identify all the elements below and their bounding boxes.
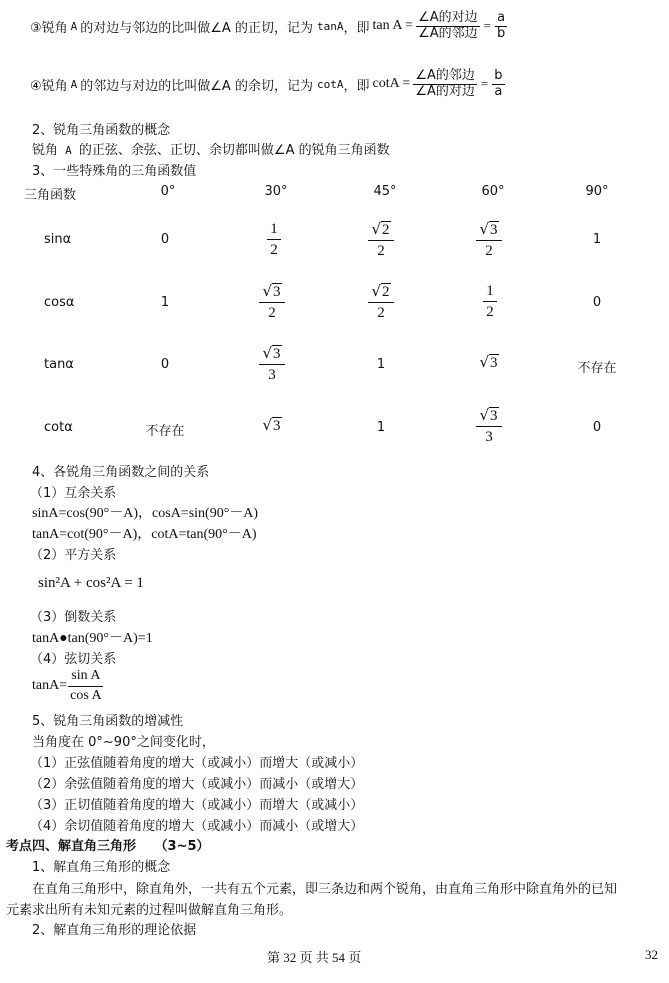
cos-45-value: $\frac{√2}{2}$: [341, 282, 421, 322]
section-3-heading: 3、一些特殊角的三角函数值: [32, 164, 197, 179]
tan-45-value: 1: [376, 357, 386, 372]
cot-60-value: $\frac{√3}{3}$: [449, 406, 529, 446]
section-2-text: 锐角 A 的正弦、余弦、正切、余切都叫做∠A 的锐角三角函数: [32, 143, 390, 158]
quotient-relation: tanA= $\frac{\text{sin A}}{\text{cos A}}$: [32, 668, 102, 703]
complement-relation-1: sinA=cos(90°－A)，cosA=sin(90°－A): [32, 506, 259, 521]
kp4-sub2: 2、解直角三角形的理论依据: [32, 923, 197, 938]
kp4-sub1: 1、解直角三角形的概念: [32, 860, 171, 875]
cot-30-value: √3: [262, 416, 281, 434]
cos-0-value: 1: [160, 295, 170, 310]
square-heading: （2）平方关系: [30, 548, 117, 563]
table-row-sin-label: sinα: [44, 232, 72, 247]
tan-60-value: √3: [479, 353, 498, 371]
table-header-45: 45°: [373, 184, 397, 199]
table-header-0: 0°: [160, 184, 176, 199]
kp4-heading: 考点四、解直角三角形 （3~5）: [6, 839, 210, 854]
cot-definition: ④锐角 A 的邻边与对边的比叫做∠A 的余切，记为 cotA ，即 cotA = $\frac{\text{∠A的邻边}}{\text{∠A的对边}}$ = $\frac{b}{a}$: [30, 67, 503, 99]
square-relation: sin²A + cos²A = 1: [38, 575, 144, 591]
table-row-cot-label: cotα: [44, 420, 73, 435]
complement-relation-2: tanA=cot(90°－A)，cotA=tan(90°－A): [32, 527, 257, 542]
kp4-para-line2: 元素求出所有未知元素的过程叫做解直角三角形。: [6, 903, 293, 918]
tan-90-value: 不存在: [577, 361, 617, 376]
tan-ab-fraction: $\frac{a}{b}$: [496, 9, 506, 41]
section-4-heading: 4、各锐角三角函数之间的关系: [32, 465, 210, 480]
table-header-func: 三角函数: [24, 188, 77, 203]
sin-0-value: 0: [160, 232, 170, 247]
sin-60-value: $\frac{√3}{2}$: [449, 220, 529, 260]
cot-90-value: 0: [592, 420, 602, 435]
cos-60-value: $\frac{1}{2}$: [450, 282, 530, 321]
table-header-90: 90°: [585, 184, 609, 199]
sin-30-value: $\frac{1}{2}$: [234, 220, 314, 259]
table-header-30: 30°: [264, 184, 288, 199]
table-header-60: 60°: [481, 184, 505, 199]
reciprocal-relation: tanA●tan(90°－A)=1: [32, 631, 153, 646]
monotonic-item-2: （2）余弦值随着角度的增大（或减小）而减小（或增大）: [30, 777, 364, 792]
table-row-tan-label: tanα: [44, 357, 74, 372]
section-5-heading: 5、锐角三角函数的增减性: [32, 714, 184, 729]
page-indicator: 第 32 页 共 54 页: [267, 950, 362, 965]
monotonic-item-3: （3）正切值随着角度的增大（或减小）而增大（或减小）: [30, 798, 364, 813]
cot-45-value: 1: [376, 420, 386, 435]
tan-30-value: $\frac{√3}{3}$: [232, 344, 312, 384]
cos-30-value: $\frac{√3}{2}$: [232, 282, 312, 322]
monotonic-item-4: （4）余切值随着角度的增大（或减小）而减小（或增大）: [30, 819, 364, 834]
table-row-cos-label: cosα: [44, 295, 75, 310]
tan-ratio-fraction: $\frac{\text{∠A的对边}}{\text{∠A的邻边}}$: [418, 9, 478, 41]
cot-ratio-fraction: $\frac{\text{∠A的邻边}}{\text{∠A的对边}}$: [415, 67, 475, 99]
sin-90-value: 1: [592, 232, 602, 247]
kp4-para-line1: 在直角三角形中，除直角外，一共有五个元素，即三条边和两个锐角，由直角三角形中除直角外的已知: [32, 882, 618, 897]
sin-45-value: $\frac{√2}{2}$: [341, 220, 421, 260]
reciprocal-heading: （3）倒数关系: [30, 610, 117, 625]
complement-heading: （1）互余关系: [30, 486, 117, 501]
page-number: 32: [645, 947, 658, 962]
section-2-heading: 2、锐角三角函数的概念: [32, 123, 171, 138]
quotient-heading: （4）弦切关系: [30, 652, 117, 667]
cot-ba-fraction: $\frac{b}{a}$: [494, 67, 503, 99]
tan-definition: ③锐角 A 的对边与邻边的比叫做∠A 的正切，记为 tanA ，即 tan A = $\frac{\text{∠A的对边}}{\text{∠A的邻边}}$ = $\frac{a}{b}$: [30, 9, 506, 41]
monotonic-item-1: （1）正弦值随着角度的增大（或减小）而增大（或减小）: [30, 756, 364, 771]
tan-0-value: 0: [160, 357, 170, 372]
cot-0-value: 不存在: [145, 424, 185, 439]
section-5-intro: 当角度在 0°~90°之间变化时，: [32, 735, 215, 750]
cos-90-value: 0: [592, 295, 602, 310]
